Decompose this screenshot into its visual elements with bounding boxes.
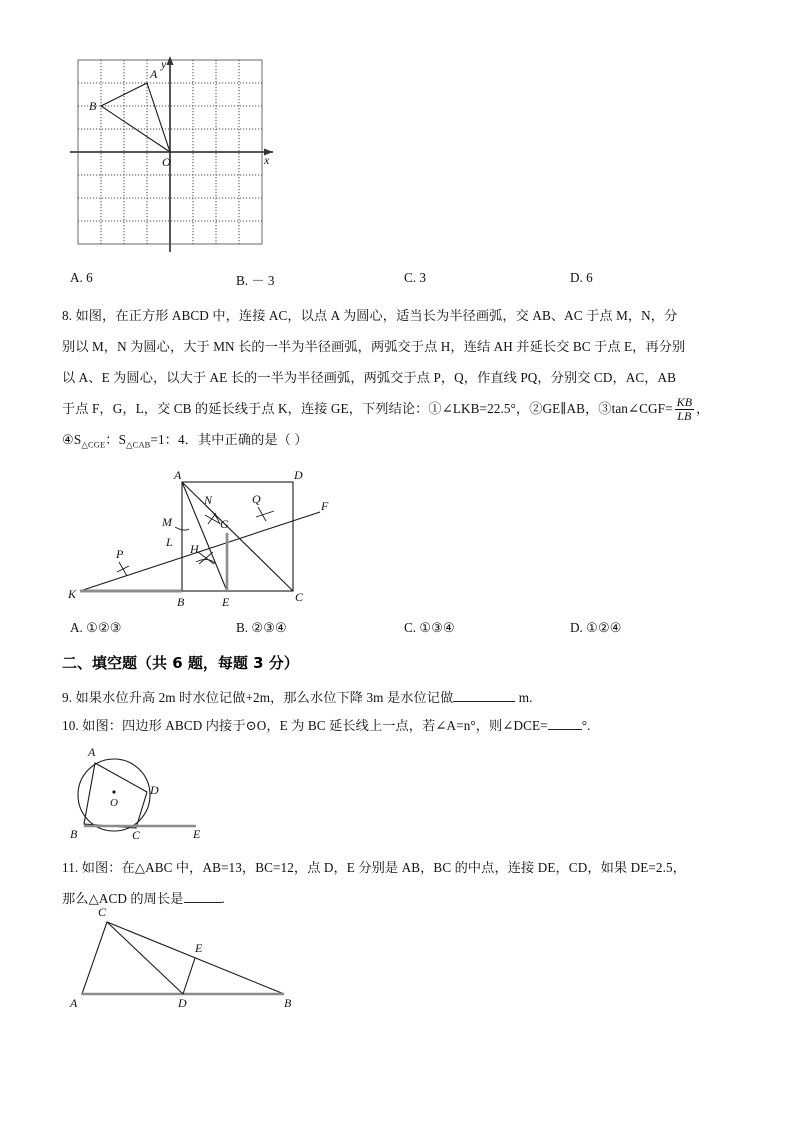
q7-option-d[interactable]: D. 6 [570, 270, 593, 285]
svg-text:D: D [150, 783, 159, 797]
svg-text:F: F [321, 499, 329, 513]
question9-text [62, 682, 533, 713]
question8-line-1: 8. 如图，在正方形 ABCD 中，连接 AC，以点 A 为圆心，适当长为半径画弧，交 AB、AC 于点 M，N，分 [62, 308, 678, 323]
figure-square-construction [62, 470, 382, 610]
svg-text:K: K [68, 587, 77, 601]
svg-text:N: N [204, 493, 213, 507]
q8-option-a[interactable]: A. ①②③ [70, 620, 122, 635]
q11-line-1: 11. 如图：在△ABC 中，AB=13，BC=12，点 D，E 分别是 AB，BC 的中点，连接 DE，CD，如果 DE=2.5， [62, 860, 686, 875]
q8-s-mid: ：S [105, 432, 127, 447]
question7-options [0, 270, 793, 290]
question8-line-3: 以 A、E 为圆心，以大于 AE 长的一半为半径画弧，两弧交于点 P，Q，作直线 PQ，分别交 CD，AC，AB [62, 370, 677, 385]
svg-text:O: O [162, 155, 171, 169]
svg-text:C: C [295, 590, 304, 604]
svg-text:O: O [110, 797, 118, 809]
question8-options [0, 620, 793, 640]
q10-text-before: 10. 如图：四边形 ABCD 内接于⊙O，E 为 BC 延长线上一点，若∠A=n°，则∠DCE= [62, 718, 548, 733]
q7-option-b[interactable]: B. － 3 [236, 273, 275, 288]
figure-cyclic-quadrilateral [62, 736, 262, 846]
q11-line-2-post: . [221, 891, 225, 906]
question8-line-4-post: ， [696, 401, 710, 416]
q7-option-c[interactable]: C. 3 [404, 270, 426, 285]
figure-coordinate-grid [70, 52, 285, 257]
question8-line-5 [62, 424, 742, 461]
svg-text:B: B [177, 595, 185, 609]
q8-line5-post: =1：4．其中正确的是（ ） [150, 432, 308, 447]
q8-s-cge-pre: ④S [62, 432, 82, 447]
svg-text:B: B [89, 99, 97, 113]
q8-option-b[interactable]: B. ②③④ [236, 620, 287, 635]
svg-text:C: C [98, 905, 107, 919]
svg-text:A: A [88, 745, 96, 759]
svg-text:Q: Q [252, 492, 261, 506]
q10-text-after: °. [581, 718, 591, 733]
q9-text-before: 9. 如果水位升高 2m 时水位记做+2m，那么水位下降 3m 是水位记做 [62, 690, 454, 705]
svg-text:D: D [178, 996, 187, 1010]
svg-text:E: E [222, 595, 230, 609]
q8-option-d[interactable]: D. ①②④ [570, 620, 622, 635]
svg-text:A: A [174, 468, 182, 482]
question8-line-2: 别以 M，N 为圆心，大于 MN 长的一半为半径画弧，两弧交于点 H，连结 AH 并延长交 BC 于点 E，再分别 [62, 339, 686, 354]
q9-answer-blank[interactable] [453, 701, 515, 702]
section-2-heading: 二、填空题（共 6 题，每题 3 分） [62, 654, 299, 672]
figure-triangle-midsegment [62, 902, 322, 1012]
svg-text:G: G [220, 517, 229, 531]
fraction-kb-lb [675, 396, 695, 422]
q10-answer-blank[interactable] [548, 729, 582, 730]
svg-text:E: E [193, 827, 201, 841]
q8-sub-cab: △CAB [126, 439, 151, 450]
svg-text:H: H [190, 542, 199, 556]
svg-text:E: E [195, 941, 203, 955]
svg-text:B: B [284, 996, 292, 1010]
svg-text:y: y [161, 57, 167, 71]
svg-text:L: L [166, 535, 173, 549]
q7-option-a[interactable]: A. 6 [70, 270, 93, 285]
fraction-numerator: KB [676, 395, 693, 409]
svg-text:x: x [264, 153, 270, 167]
svg-text:A: A [150, 67, 158, 81]
svg-text:A: A [70, 996, 78, 1010]
q11-line-2-pre: 那么△ACD 的周长是 [62, 891, 184, 906]
svg-text:C: C [132, 828, 141, 842]
question8-line-4-pre: 于点 F，G，L，交 CB 的延长线于点 K，连接 GE，下列结论：①∠LKB=22.5°，②GE∥AB，③tan∠CGF= [62, 401, 673, 416]
svg-text:B: B [70, 827, 78, 841]
question8-line-4 [62, 393, 742, 424]
fraction-denominator: LB [675, 409, 695, 423]
q8-option-c[interactable]: C. ①③④ [404, 620, 455, 635]
question8-text [62, 300, 742, 461]
svg-text:D: D [294, 468, 303, 482]
q8-sub-cge: △CGE [81, 439, 106, 450]
svg-text:P: P [116, 547, 124, 561]
q9-text-after: m. [518, 690, 533, 705]
svg-text:M: M [162, 515, 172, 529]
